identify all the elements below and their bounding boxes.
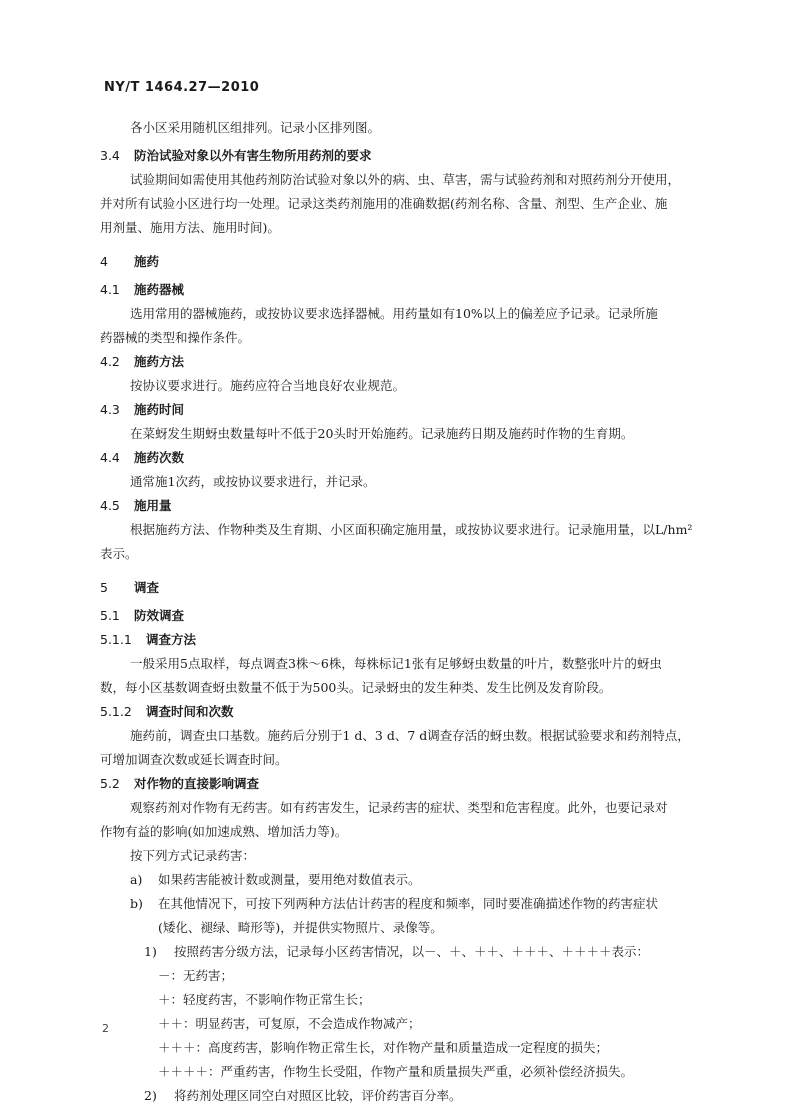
section-heading-4-2 <box>100 350 700 374</box>
section-heading-4-1 <box>100 278 700 302</box>
section-title: 防效调查 <box>134 608 185 623</box>
section-title: 调查方法 <box>146 632 197 647</box>
section-heading-4 <box>100 250 700 274</box>
section-title: 施药 <box>134 254 160 269</box>
section-title: 防治试验对象以外有害生物所用药剂的要求 <box>134 148 372 163</box>
section-number: 5 <box>100 580 108 595</box>
paragraph-line: 表示。 <box>100 546 138 561</box>
section-heading-4-4 <box>100 446 700 470</box>
grade-line: ＋＋＋：高度药害，影响作物正常生长，对作物产量和质量造成一定程度的损失； <box>158 1040 609 1055</box>
section-number: 4 <box>100 254 108 269</box>
section-number: 5.1.2 <box>100 704 132 719</box>
grade-line: ＋＋：明显药害，可复原，不会造成作物减产； <box>158 1016 421 1031</box>
section-heading-4-5 <box>100 494 700 518</box>
section-title: 施药器械 <box>134 282 185 297</box>
paragraph-line: 通常施1次药，或按协议要求进行，并记录。 <box>130 474 376 489</box>
list-item-2 <box>100 1084 700 1108</box>
paragraph-line: 作物有益的影响(如加速成熟、增加活力等)。 <box>100 824 348 839</box>
standard-number: NY/T 1464.27—2010 <box>104 80 260 95</box>
section-heading-5-1 <box>100 604 700 628</box>
paragraph: 各小区采用随机区组排列。记录小区排列图。 <box>130 120 381 135</box>
paragraph-line: 按协议要求进行。施药应符合当地良好农业规范。 <box>130 378 406 393</box>
section-title: 施药次数 <box>134 450 185 465</box>
section-number: 3.4 <box>100 148 120 163</box>
section-number: 4.2 <box>100 354 120 369</box>
paragraph-line: 选用常用的器械施药，或按协议要求选择器械。用药量如有10%以上的偏差应予记录。记录所施 <box>130 306 658 321</box>
paragraph-line: 并对所有试验小区进行均一处理。记录这类药剂施用的准确数据(药剂名称、含量、剂型、生产企业、施 <box>100 196 668 211</box>
list-item-a <box>100 868 700 892</box>
paragraph-line: 一般采用5点取样，每点调查3株～6株，每株标记1张有足够蚜虫数量的叶片，数整张叶片的蚜虫 <box>130 656 662 671</box>
list-marker: 2) <box>144 1088 157 1103</box>
section-number: 5.1 <box>100 608 120 623</box>
list-text: 将药剂处理区同空白对照区比较，评价药害百分率。 <box>174 1088 462 1103</box>
section-number: 4.1 <box>100 282 120 297</box>
section-title: 调查 <box>134 580 160 595</box>
paragraph-line: 数，每小区基数调查蚜虫数量不低于为500头。记录蚜虫的发生种类、发生比例及发育阶段。 <box>100 680 612 695</box>
section-number: 5.2 <box>100 776 120 791</box>
section-title: 调查时间和次数 <box>146 704 234 719</box>
grade-line: －：无药害； <box>158 968 234 983</box>
grade-line: ＋：轻度药害，不影响作物正常生长； <box>158 992 371 1007</box>
section-heading-5-2 <box>100 772 700 796</box>
paragraph-line: 施药前，调查虫口基数。施药后分别于1 d、3 d、7 d调查存活的蚜虫数。根据试验要求和药剂特点， <box>130 728 690 743</box>
paragraph-line: 按下列方式记录药害： <box>130 848 256 863</box>
paragraph-line: 根据施药方法、作物种类及生育期、小区面积确定施用量，或按协议要求进行。记录施用量，以L/hm² <box>130 522 693 537</box>
list-marker: 1) <box>144 944 157 959</box>
section-number: 4.4 <box>100 450 120 465</box>
list-item-1 <box>100 940 700 964</box>
list-marker: a) <box>130 872 143 887</box>
list-item-b <box>100 892 700 916</box>
section-heading-5 <box>100 576 700 600</box>
list-text: 在其他情况下，可按下列两种方法估计药害的程度和频率，同时要准确描述作物的药害症状 <box>158 896 659 911</box>
paragraph-line: 试验期间如需使用其他药剂防治试验对象以外的病、虫、草害，需与试验药剂和对照药剂分开使用， <box>130 172 681 187</box>
section-title: 施用量 <box>134 498 172 513</box>
section-number: 5.1.1 <box>100 632 132 647</box>
paragraph-line: 用剂量、施用方法、施用时间)。 <box>100 220 280 235</box>
section-title: 对作物的直接影响调查 <box>134 776 260 791</box>
document-body <box>100 116 700 1108</box>
section-heading-3-4 <box>100 144 700 168</box>
paragraph-line: 药器械的类型和操作条件。 <box>100 330 251 345</box>
section-number: 4.3 <box>100 402 120 417</box>
paragraph-line: 可增加调查次数或延长调查时间。 <box>100 752 288 767</box>
list-text-continued: (矮化、褪绿、畸形等)，并提供实物照片、录像等。 <box>158 920 443 935</box>
section-heading-4-3 <box>100 398 700 422</box>
list-marker: b) <box>130 896 143 911</box>
grade-line: ＋＋＋＋：严重药害，作物生长受阻，作物产量和质量损失严重，必须补偿经济损失。 <box>158 1064 634 1079</box>
paragraph-line: 在菜蚜发生期蚜虫数量每叶不低于20头时开始施药。记录施药日期及施药时作物的生育期。 <box>130 426 634 441</box>
section-number: 4.5 <box>100 498 120 513</box>
page-number: 2 <box>102 1022 109 1035</box>
paragraph-line: 观察药剂对作物有无药害。如有药害发生，记录药害的症状、类型和危害程度。此外，也要记录对 <box>130 800 668 815</box>
section-heading-5-1-1 <box>100 628 700 652</box>
list-text: 如果药害能被计数或测量，要用绝对数值表示。 <box>158 872 421 887</box>
section-title: 施药方法 <box>134 354 185 369</box>
list-text: 按照药害分级方法，记录每小区药害情况，以－、＋、＋＋、＋＋＋、＋＋＋＋表示： <box>174 944 650 959</box>
section-title: 施药时间 <box>134 402 185 417</box>
section-heading-5-1-2 <box>100 700 700 724</box>
